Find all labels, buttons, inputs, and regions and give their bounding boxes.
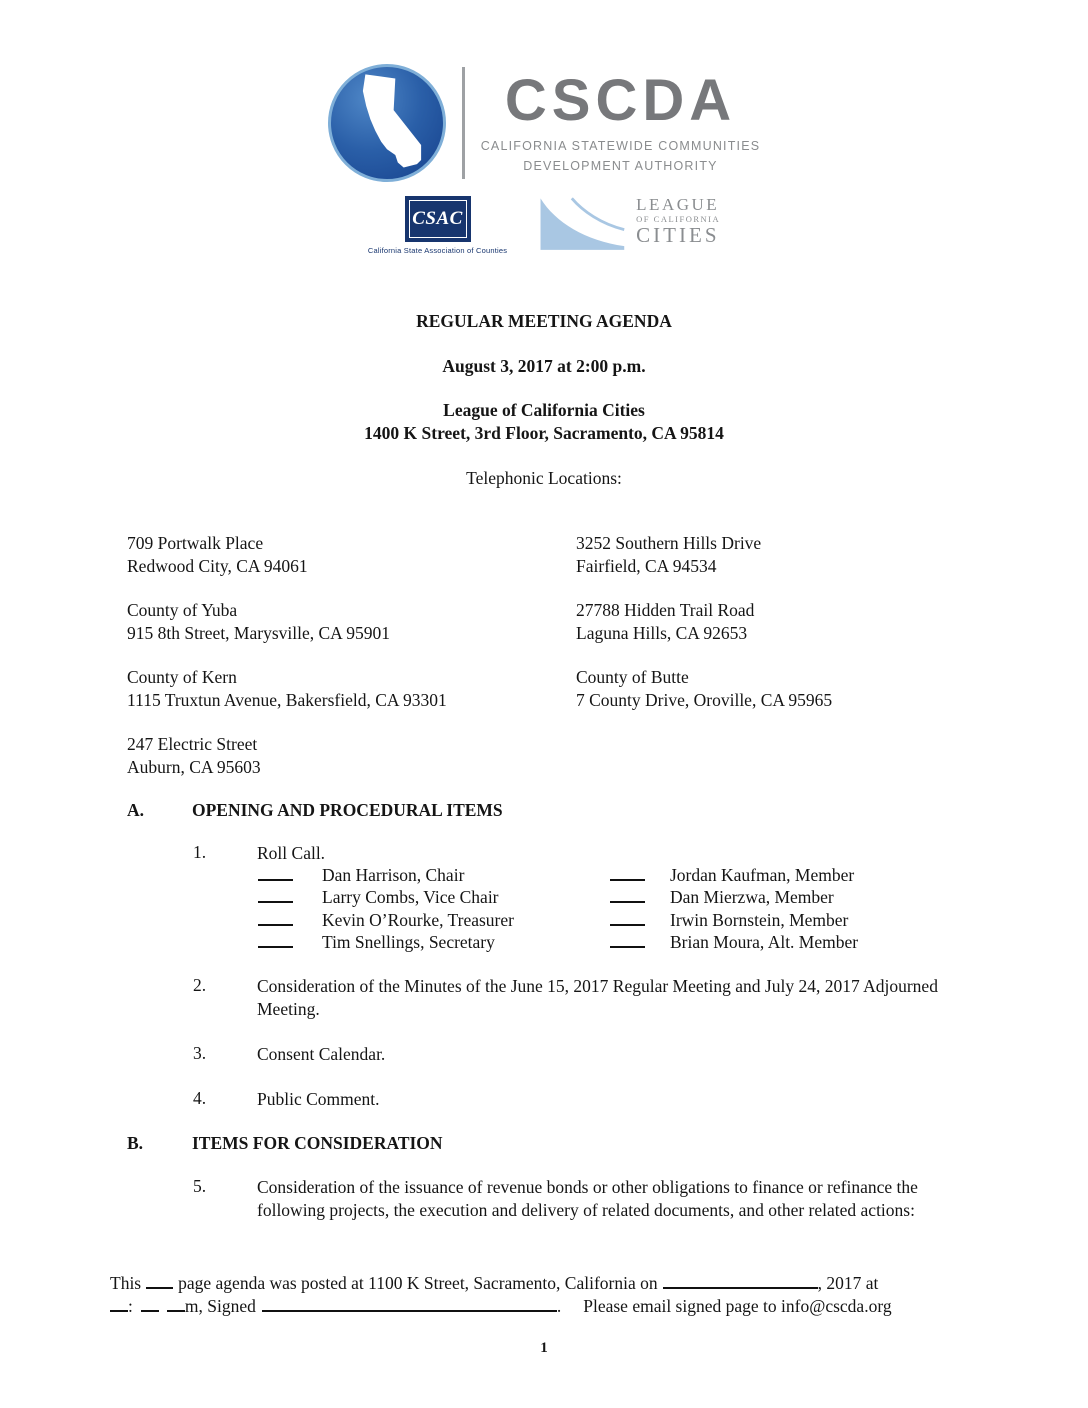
location-item-empty — [576, 733, 1088, 779]
section-b-letter: B. — [127, 1133, 144, 1154]
csac-logo — [368, 196, 507, 255]
logo-text-block — [480, 67, 761, 175]
telephonic-locations — [127, 532, 1088, 779]
location-item — [127, 666, 576, 712]
california-map-icon — [344, 71, 430, 175]
location-line: Laguna Hills, CA 92653 — [576, 623, 748, 643]
roll-call-row — [258, 932, 1088, 954]
agenda-item-4 — [193, 1088, 1088, 1111]
agenda-item-2 — [193, 975, 1088, 1021]
meeting-datetime: August 3, 2017 at 2:00 p.m. — [442, 356, 646, 376]
page-title: REGULAR MEETING AGENDA — [416, 311, 672, 331]
agenda-item-1 — [193, 842, 1088, 865]
csac-caption: California State Association of Counties — [367, 246, 508, 255]
footer-text: . — [556, 1296, 562, 1316]
location-item — [576, 666, 1088, 712]
location-line: 709 Portwalk Place — [127, 533, 264, 553]
csac-logo-inner — [409, 200, 467, 238]
location-line: Fairfield, CA 94534 — [576, 556, 717, 576]
minute-blank — [141, 1297, 159, 1312]
agenda-item-5 — [193, 1176, 1088, 1222]
posting-certification — [110, 1272, 960, 1318]
roll-call-row — [258, 887, 1088, 909]
league-line2: OF CALIFORNIA — [636, 214, 721, 224]
item-3-number: 3. — [193, 1043, 207, 1064]
roll-call-row — [258, 865, 1088, 887]
item-3-text: Consent Calendar. — [257, 1044, 386, 1065]
roll-call-name: Kevin O’Rourke, Treasurer — [322, 909, 514, 930]
telephonic-label: Telephonic Locations: — [466, 468, 622, 488]
location-item — [576, 532, 1088, 578]
footer-text: : — [128, 1296, 133, 1316]
posting-line-1 — [110, 1272, 960, 1295]
league-line3: CITIES — [636, 223, 720, 247]
date-blank — [663, 1274, 818, 1289]
footer-text: This — [110, 1273, 142, 1293]
item-4-number: 4. — [193, 1088, 207, 1109]
roll-call-blank — [610, 888, 645, 903]
roll-call-name: Brian Moura, Alt. Member — [670, 931, 859, 952]
location-line: Auburn, CA 95603 — [127, 757, 261, 777]
roll-call-blank — [610, 866, 645, 881]
location-item — [576, 599, 1088, 645]
location-item — [127, 532, 576, 578]
logo-divider — [462, 67, 465, 179]
location-line: Redwood City, CA 94061 — [127, 556, 308, 576]
logo-acronym: CSCDA — [504, 67, 737, 133]
footer-email-note: Please email signed page to info@cscda.org — [583, 1296, 892, 1316]
league-logo — [535, 196, 720, 254]
cscda-logo — [0, 0, 1088, 182]
league-line1: LEAGUE — [636, 195, 720, 214]
section-a-heading — [127, 800, 1088, 821]
item-2-text: Consideration of the Minutes of the June 15, 2017 Regular Meeting and July 24, 2017 Adjourned Meeting. — [257, 976, 938, 1020]
roll-call-name: Dan Harrison, Chair — [322, 865, 465, 885]
location-line: County of Butte — [576, 667, 689, 687]
footer-text: m, Signed — [184, 1296, 256, 1316]
roll-call-name: Irwin Bornstein, Member — [670, 909, 849, 930]
item-1-text: Roll Call. — [257, 843, 326, 863]
item-5-number: 5. — [193, 1176, 207, 1197]
california-globe-icon — [328, 64, 446, 182]
footer-text: page agenda was posted at 1100 K Street, Sacramento, California on — [178, 1273, 658, 1293]
location-line: 27788 Hidden Trail Road — [576, 600, 755, 620]
roll-call-name: Tim Snellings, Secretary — [322, 931, 495, 952]
roll-call-blank — [258, 888, 293, 903]
venue-address: 1400 K Street, 3rd Floor, Sacramento, CA 95814 — [364, 423, 724, 443]
roll-call-name: Jordan Kaufman, Member — [670, 865, 855, 885]
roll-call-blank — [258, 866, 293, 881]
signature-blank — [262, 1297, 557, 1312]
location-line: 915 8th Street, Marysville, CA 95901 — [127, 623, 390, 643]
item-2-number: 2. — [193, 975, 207, 996]
location-line: 7 County Drive, Oroville, CA 95965 — [576, 690, 833, 710]
location-item — [127, 599, 576, 645]
item-1-number: 1. — [193, 842, 207, 862]
roll-call-blank — [258, 911, 293, 926]
csac-wordmark: CSAC — [412, 208, 463, 229]
location-item — [127, 733, 576, 779]
roll-call-blank — [258, 933, 293, 948]
section-b-title: ITEMS FOR CONSIDERATION — [192, 1133, 443, 1154]
logo-tagline-line2: DEVELOPMENT AUTHORITY — [523, 158, 718, 173]
league-wordmark — [636, 196, 720, 247]
roll-call-name: Larry Combs, Vice Chair — [322, 887, 499, 908]
item-4-text: Public Comment. — [257, 1089, 380, 1110]
section-a-letter: A. — [127, 800, 145, 820]
agenda-item-3 — [193, 1043, 1088, 1066]
location-line: 1115 Truxtun Avenue, Bakersfield, CA 93301 — [127, 690, 447, 710]
posting-line-2 — [110, 1295, 960, 1318]
roll-call-blank — [610, 933, 645, 948]
footer-text: , 2017 at — [817, 1273, 879, 1293]
ampm-blank — [167, 1297, 185, 1312]
location-line: 3252 Southern Hills Drive — [576, 533, 762, 553]
partner-logos — [0, 196, 1088, 260]
logo-tagline-line1: CALIFORNIA STATEWIDE COMMUNITIES — [480, 138, 761, 153]
page-number: 1 — [540, 1340, 548, 1356]
league-swoosh-icon — [535, 196, 627, 254]
venue-name: League of California Cities — [443, 400, 645, 420]
location-line: County of Kern — [127, 667, 237, 687]
csac-logo-icon — [405, 196, 471, 242]
location-line: County of Yuba — [127, 600, 238, 620]
section-a-title: OPENING AND PROCEDURAL ITEMS — [192, 800, 503, 820]
section-b-heading — [127, 1133, 1088, 1154]
page-count-blank — [146, 1274, 173, 1289]
roll-call-name: Dan Mierzwa, Member — [670, 887, 834, 908]
hour-blank — [110, 1297, 128, 1312]
location-line: 247 Electric Street — [127, 734, 258, 754]
item-5-text: Consideration of the issuance of revenue bonds or other obligations to finance or refinance the following projects, the execution and delivery of related documents, and other related actions: — [257, 1177, 918, 1221]
roll-call-blank — [610, 911, 645, 926]
roll-call-row — [258, 910, 1088, 932]
